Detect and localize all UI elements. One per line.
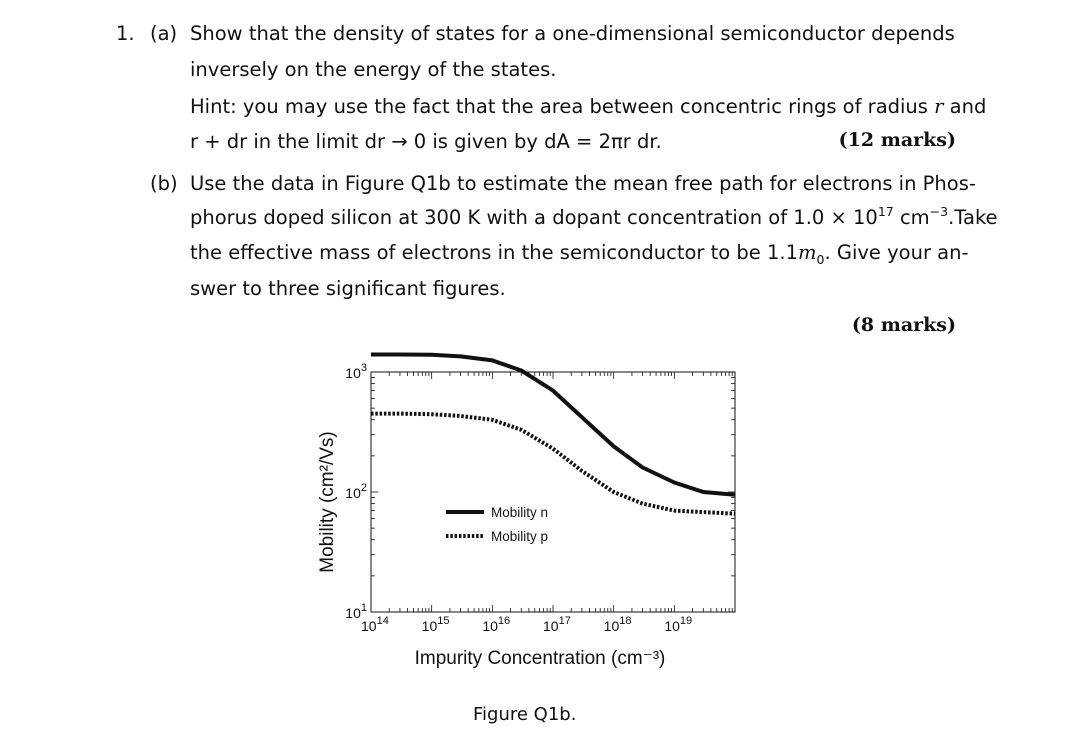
part-b-line-1: Use the data in Figure Q1b to estimate the mean free path for electrons in Phos- — [190, 172, 976, 195]
question-number: 1. — [116, 22, 135, 45]
x-tick-label: $10^{16}$ — [482, 615, 511, 634]
hint-radius-symbol: r — [934, 95, 944, 118]
hint-text-b: and — [943, 95, 987, 118]
x-tick-label: $10^{14}$ — [361, 615, 389, 634]
part-b-line-3-text: the effective mass of electrons in the semiconductor to be 1.1 — [190, 241, 798, 264]
exponent-minus-3: −3 — [929, 204, 949, 219]
x-tick-exponent: 19 — [679, 615, 693, 627]
chart-axes — [371, 372, 735, 612]
part-b-line-2-end: .Take — [948, 206, 998, 229]
y-tick-label: $10^3$ — [345, 362, 367, 381]
part-b-line-3-end: . Give your an- — [824, 241, 969, 264]
chart-legend — [446, 505, 548, 544]
part-b-line-4: swer to three significant figures. — [190, 277, 506, 300]
y-tick-exponent: 3 — [360, 362, 367, 374]
x-tick-exponent: 16 — [497, 615, 511, 627]
y-tick-label: $10^1$ — [345, 602, 367, 621]
x-tick-exponent: 14 — [376, 615, 389, 627]
y-tick-exponent: 2 — [360, 482, 367, 494]
part-a-marks: (12 marks) — [838, 129, 956, 151]
part-b-marks: (8 marks) — [851, 314, 956, 336]
part-a-hint-line-2: r + dr in the limit dr → 0 is given by dA = 2πr dr. — [190, 130, 662, 153]
unit-cm: cm — [893, 206, 930, 229]
mass-symbol: m — [798, 241, 817, 264]
part-a-label: (a) — [150, 22, 178, 45]
part-b-line-2-text: phorus doped silicon at 300 K with a dopant concentration of 1.0 × 10 — [190, 206, 878, 229]
x-tick-exponent: 17 — [558, 615, 571, 627]
part-a-line-1: Show that the density of states for a one-dimensional semiconductor depends — [190, 22, 955, 45]
x-tick-exponent: 15 — [437, 615, 450, 627]
exponent-17: 17 — [877, 204, 894, 219]
chart-ticks — [371, 372, 735, 612]
x-tick-label: $10^{17}$ — [543, 615, 571, 634]
x-axis-title: Impurity Concentration (cm⁻³) — [414, 648, 666, 669]
x-tick-label: $10^{15}$ — [421, 615, 450, 634]
hint-text-a: Hint: you may use the fact that the area between concentric rings of radius — [190, 95, 935, 118]
legend-label-mobility-n: Mobility n — [491, 505, 549, 520]
y-axis-title: Mobility (cm²/Vs) — [317, 431, 338, 573]
part-a-line-2: inversely on the energy of the states. — [190, 58, 557, 81]
x-tick-exponent: 18 — [619, 615, 632, 627]
y-tick-exponent: 1 — [360, 602, 367, 614]
figure-caption: Figure Q1b. — [473, 704, 577, 725]
plot-frame — [371, 372, 735, 612]
x-tick-label: $10^{18}$ — [603, 615, 632, 634]
series-line-mobility-p — [371, 414, 735, 514]
mass-subscript: 0 — [816, 252, 825, 267]
x-tick-label: $10^{19}$ — [664, 615, 693, 634]
y-tick-label: $10^2$ — [345, 482, 367, 501]
legend-label-mobility-p: Mobility p — [491, 529, 549, 544]
part-b-label: (b) — [150, 172, 178, 195]
